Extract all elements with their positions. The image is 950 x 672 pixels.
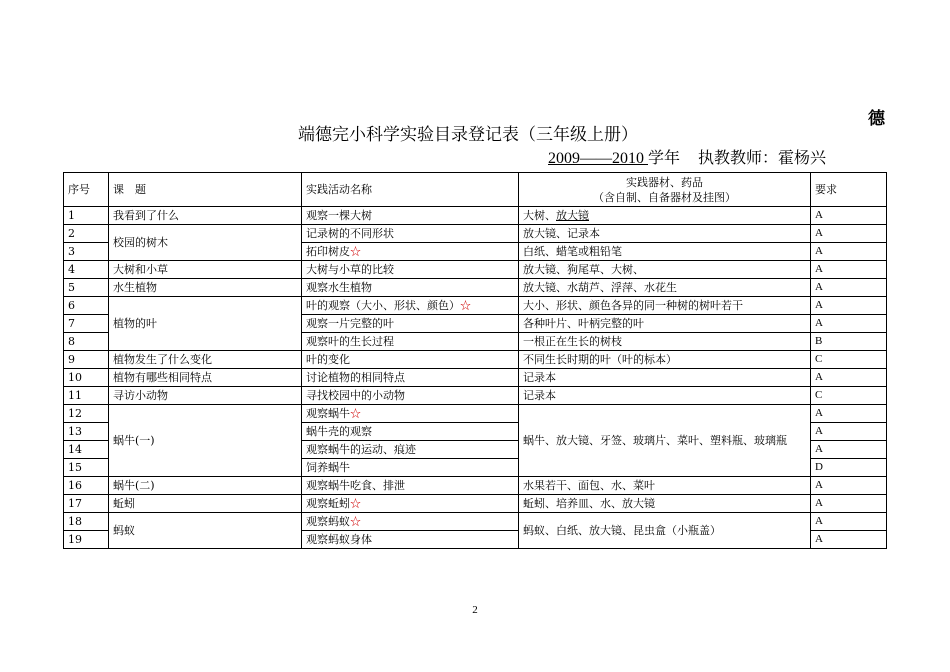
- row-materials: 蚯蚓、培养皿、水、放大镜: [519, 495, 811, 513]
- star-icon: ☆: [350, 515, 361, 528]
- page-title: [0, 120, 950, 145]
- row-topic: 蚂蚁: [109, 513, 302, 549]
- row-activity: 观察蜗牛吃食、排泄: [302, 477, 519, 495]
- table-row: [64, 405, 887, 423]
- row-materials: 记录本: [519, 387, 811, 405]
- row-activity-text: 叶的观察（大小、形状、颜色）: [306, 299, 460, 312]
- row-activity: 观察叶的生长过程: [302, 333, 519, 351]
- row-topic: 蜗牛(二): [109, 477, 302, 495]
- header-requirement: 要求: [811, 173, 887, 207]
- table-row: [64, 279, 887, 297]
- row-no: 8: [64, 333, 109, 351]
- header-materials: [519, 173, 811, 207]
- row-activity: [302, 405, 519, 423]
- row-no: 17: [64, 495, 109, 513]
- school-year-suffix: 学年: [648, 148, 681, 167]
- row-materials: 记录本: [519, 369, 811, 387]
- row-activity: 观察水生植物: [302, 279, 519, 297]
- header-materials-line1: 实践器材、药品: [626, 175, 703, 189]
- row-activity: 观察一片完整的叶: [302, 315, 519, 333]
- row-requirement: A: [811, 441, 887, 459]
- row-activity: 大树与小草的比较: [302, 261, 519, 279]
- row-topic: 水生植物: [109, 279, 302, 297]
- row-no: 11: [64, 387, 109, 405]
- row-topic: 我看到了什么: [109, 207, 302, 225]
- row-activity: [302, 243, 519, 261]
- row-no: 1: [64, 207, 109, 225]
- row-materials: 放大镜、狗尾草、大树、: [519, 261, 811, 279]
- header-no: 序号: [64, 173, 109, 207]
- row-no: 13: [64, 423, 109, 441]
- row-materials: 水果若干、面包、水、菜叶: [519, 477, 811, 495]
- star-icon: ☆: [350, 497, 361, 510]
- row-topic: 植物发生了什么变化: [109, 351, 302, 369]
- page-number: 2: [472, 604, 478, 616]
- row-activity: 叶的变化: [302, 351, 519, 369]
- row-no: 14: [64, 441, 109, 459]
- row-topic: 校园的树木: [109, 225, 302, 261]
- row-materials: 不同生长时期的叶（叶的标本）: [519, 351, 811, 369]
- row-activity: 观察蚂蚁身体: [302, 531, 519, 549]
- row-requirement: A: [811, 207, 887, 225]
- teacher-label: 执教教师：霍杨兴: [698, 148, 827, 167]
- school-year: 2009——2010: [548, 150, 648, 167]
- row-no: 2: [64, 225, 109, 243]
- table-row: [64, 369, 887, 387]
- row-requirement: A: [811, 243, 887, 261]
- row-requirement: A: [811, 369, 887, 387]
- row-requirement: A: [811, 261, 887, 279]
- row-no: 6: [64, 297, 109, 315]
- row-activity: [302, 297, 519, 315]
- row-no: 12: [64, 405, 109, 423]
- row-materials: 放大镜、记录本: [519, 225, 811, 243]
- row-activity: 寻找校园中的小动物: [302, 387, 519, 405]
- table-row: [64, 495, 887, 513]
- table-row: [64, 225, 887, 243]
- row-requirement: A: [811, 531, 887, 549]
- row-activity: 记录树的不同形状: [302, 225, 519, 243]
- header-materials-line2: （含自制、自备器材及挂图）: [593, 190, 736, 204]
- row-activity-text: 观察蜗牛: [306, 407, 350, 420]
- row-requirement: D: [811, 459, 887, 477]
- row-requirement: A: [811, 297, 887, 315]
- table-row: [64, 351, 887, 369]
- row-materials: 蚂蚁、白纸、放大镜、昆虫盒（小瓶盖）: [519, 513, 811, 549]
- row-topic: 蜗牛(一): [109, 405, 302, 477]
- row-requirement: C: [811, 387, 887, 405]
- row-activity: 蜗牛壳的观察: [302, 423, 519, 441]
- table-row: [64, 261, 887, 279]
- row-requirement: C: [811, 351, 887, 369]
- row-activity: 观察一棵大树: [302, 207, 519, 225]
- table-row: [64, 387, 887, 405]
- row-no: 19: [64, 531, 109, 549]
- row-requirement: A: [811, 423, 887, 441]
- row-no: 10: [64, 369, 109, 387]
- table-row: [64, 513, 887, 531]
- row-no: 5: [64, 279, 109, 297]
- row-no: 18: [64, 513, 109, 531]
- row-materials: 各种叶片、叶柄完整的叶: [519, 315, 811, 333]
- star-icon: ☆: [350, 245, 361, 258]
- experiment-table: [63, 172, 887, 549]
- row-materials: 一根正在生长的树枝: [519, 333, 811, 351]
- row-activity-text: 拓印树皮: [306, 245, 350, 258]
- row-requirement: A: [811, 405, 887, 423]
- row-materials: 放大镜、水葫芦、浮萍、水花生: [519, 279, 811, 297]
- row-no: 7: [64, 315, 109, 333]
- header-topic: 课 题: [109, 173, 302, 207]
- row-requirement: A: [811, 495, 887, 513]
- row-no: 4: [64, 261, 109, 279]
- row-topic: 大树和小草: [109, 261, 302, 279]
- row-requirement: A: [811, 315, 887, 333]
- row-activity: 讨论植物的相同特点: [302, 369, 519, 387]
- row-materials: 白纸、蜡笔或粗铅笔: [519, 243, 811, 261]
- row-activity: [302, 495, 519, 513]
- row-topic: 植物有哪些相同特点: [109, 369, 302, 387]
- row-no: 9: [64, 351, 109, 369]
- row-requirement: A: [811, 225, 887, 243]
- row-materials-text: 大树、: [523, 209, 556, 222]
- page-subtitle: [548, 145, 826, 168]
- table-row: [64, 477, 887, 495]
- table-row: [64, 207, 887, 225]
- row-materials: 大小、形状、颜色各异的同一种树的树叶若干: [519, 297, 811, 315]
- row-activity: 观察蜗牛的运动、痕迹: [302, 441, 519, 459]
- row-activity: [302, 513, 519, 531]
- star-icon: ☆: [350, 407, 361, 420]
- row-activity-text: 观察蚯蚓: [306, 497, 350, 510]
- page-title-text: 端德完小科学实验目录登记表（三年级上册）: [298, 125, 638, 145]
- row-requirement: B: [811, 333, 887, 351]
- row-no: 3: [64, 243, 109, 261]
- row-materials-underlined: 放大镜: [556, 209, 589, 222]
- row-topic: 寻访小动物: [109, 387, 302, 405]
- row-topic: 植物的叶: [109, 297, 302, 351]
- table-row: [64, 297, 887, 315]
- row-requirement: A: [811, 513, 887, 531]
- row-topic: 蚯蚓: [109, 495, 302, 513]
- row-activity-text: 观察蚂蚁: [306, 515, 350, 528]
- header-activity: 实践活动名称: [302, 173, 519, 207]
- table-header-row: [64, 173, 887, 207]
- star-icon: ☆: [460, 299, 471, 312]
- corner-character: 德: [868, 109, 885, 129]
- row-no: 16: [64, 477, 109, 495]
- row-requirement: A: [811, 477, 887, 495]
- row-materials: [519, 207, 811, 225]
- row-requirement: A: [811, 279, 887, 297]
- row-materials: 蜗牛、放大镜、牙签、玻璃片、菜叶、塑料瓶、玻璃瓶: [519, 405, 811, 477]
- row-no: 15: [64, 459, 109, 477]
- row-activity: 饲养蜗牛: [302, 459, 519, 477]
